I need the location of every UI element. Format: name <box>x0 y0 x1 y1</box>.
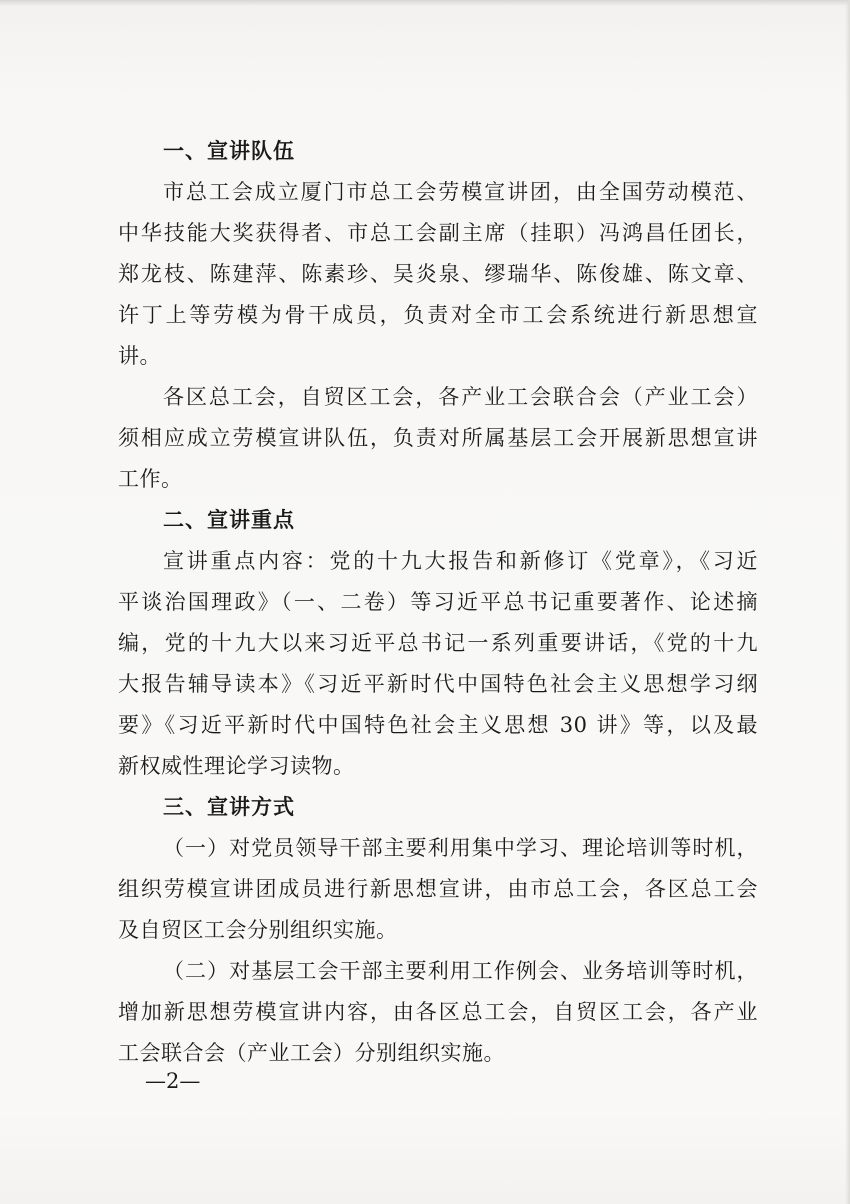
text-line: 宣讲重点内容：党的十九大报告和新修订《党章》，《习近 <box>163 549 758 573</box>
text-line: （二）对基层工会干部主要利用工作例会、业务培训等时机， <box>163 959 758 983</box>
paragraph-3-1 <box>118 828 758 951</box>
section-heading-2: 二、宣讲重点 <box>163 508 295 532</box>
text-line: 许丁上等劳模为骨干成员，负责对全市工会系统进行新思想宣 <box>118 303 758 327</box>
text-line: 增加新思想劳模宣讲内容，由各区总工会，自贸区工会，各产业 <box>118 1000 758 1024</box>
text-line: 编，党的十九大以来习近平总书记一系列重要讲话，《党的十九 <box>118 631 758 655</box>
text-line: 组织劳模宣讲团成员进行新思想宣讲，由市总工会，各区总工会 <box>118 877 758 901</box>
text-line: 工会联合会（产业工会）分别组织实施。 <box>118 1041 505 1065</box>
text-line: 平谈治国理政》（一、二卷）等习近平总书记重要著作、论述摘 <box>118 590 758 614</box>
text-line: 工作。 <box>118 467 183 491</box>
page-number: —2— <box>145 1069 201 1093</box>
text-line: 须相应成立劳模宣讲队伍，负责对所属基层工会开展新思想宣讲 <box>118 426 758 450</box>
text-line: 要》《习近平新时代中国特色社会主义思想 30 讲》等，以及最 <box>118 713 758 737</box>
text-line: 及自贸区工会分别组织实施。 <box>118 918 398 942</box>
scan-edge-right <box>845 0 850 1204</box>
text-line: 讲。 <box>118 344 161 368</box>
text-line: 市总工会成立厦门市总工会劳模宣讲团，由全国劳动模范、 <box>163 180 758 204</box>
text-line: 各区总工会，自贸区工会，各产业工会联合会（产业工会） <box>163 385 758 409</box>
section-heading-3: 三、宣讲方式 <box>163 795 295 819</box>
text-line: 新权威性理论学习读物。 <box>118 754 355 778</box>
section-heading-1: 一、宣讲队伍 <box>163 139 295 163</box>
paragraph-1-2 <box>118 377 758 500</box>
text-line: （一）对党员领导干部主要利用集中学习、理论培训等时机， <box>163 836 758 860</box>
text-line: 郑龙枝、陈建萍、陈素珍、吴炎泉、缪瑞华、陈俊雄、陈文章、 <box>118 262 758 286</box>
paragraph-2-1 <box>118 541 758 787</box>
scan-edge-top <box>0 0 850 6</box>
text-line: 中华技能大奖获得者、市总工会副主席（挂职）冯鸿昌任团长， <box>118 221 758 245</box>
paragraph-3-2 <box>118 951 758 1074</box>
paragraph-1-1 <box>118 172 758 377</box>
document-body <box>118 131 758 1074</box>
text-line: 大报告辅导读本》《习近平新时代中国特色社会主义思想学习纲 <box>118 672 758 696</box>
